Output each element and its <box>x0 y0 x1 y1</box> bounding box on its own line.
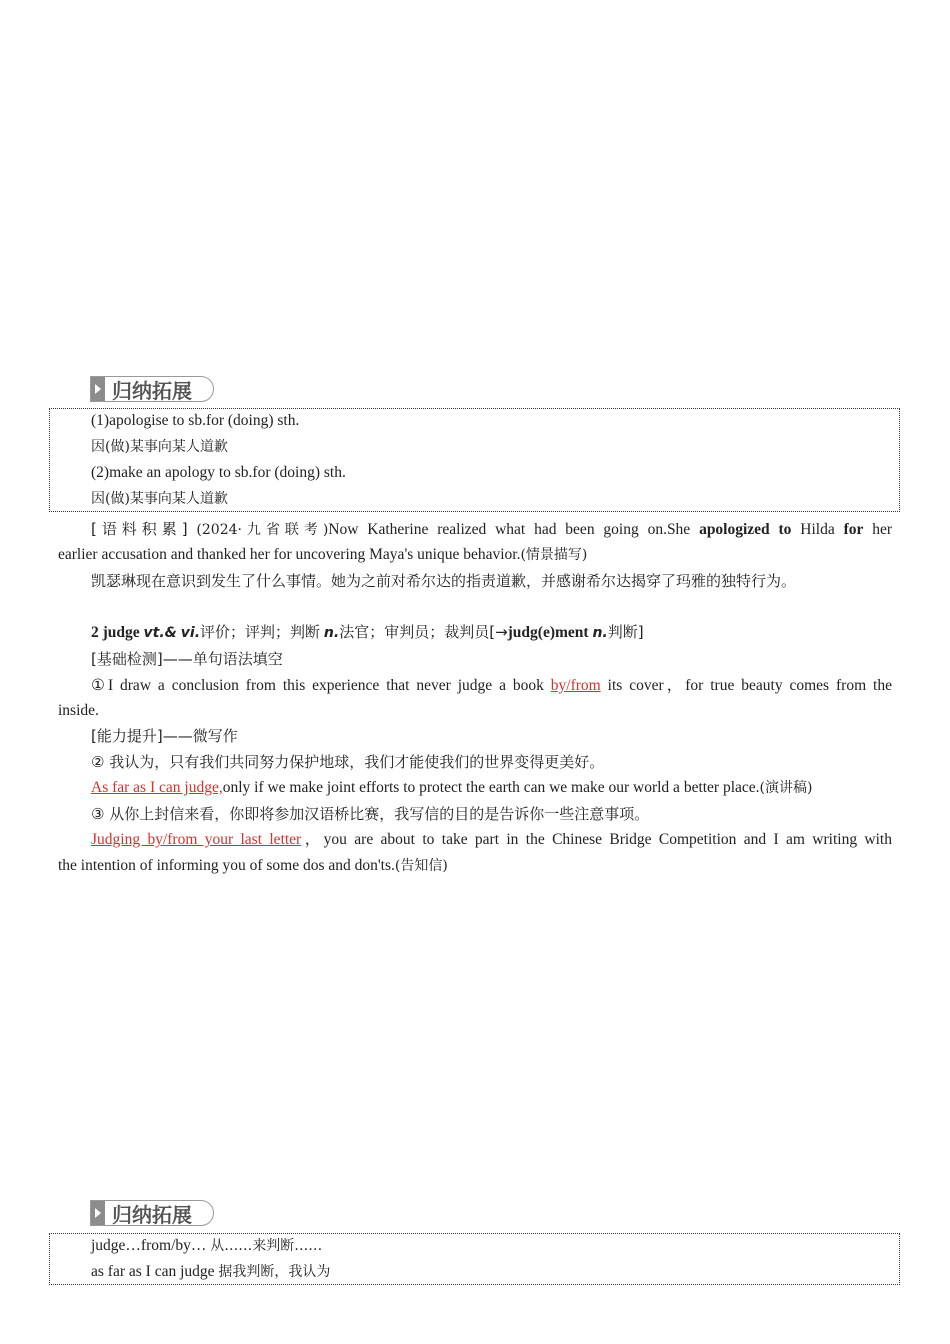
box2-line1-en: judge…from/by… <box>91 1237 207 1254</box>
q3-line2: the intention of informing you of some dos and don'ts. <box>58 857 395 874</box>
basic-check-label: [基础检测]——单句语法填空 <box>91 650 283 668</box>
corpus-line-2 <box>58 545 587 565</box>
box-line-1: (1)apologise to sb.for (doing) sth. <box>91 412 300 429</box>
entry-meaning-2: 法官；审判员；裁判员[→ <box>339 623 508 641</box>
box2-line-1 <box>91 1236 322 1256</box>
q1-text: ①I draw a conclusion from this experience that never judge a book <box>91 677 544 694</box>
entry-pos-vi: vi. <box>180 625 201 641</box>
question-3-cn: ③ 从你上封信来看，你即将参加汉语桥比赛，我写信的目的是告诉你一些注意事项。 <box>91 805 650 823</box>
box-line-4: 因(做)某事向某人道歉 <box>91 491 228 507</box>
box-line-3: (2)make an apology to sb.for (doing) sth. <box>91 464 346 481</box>
entry-pos-vt: vt.& <box>143 625 177 641</box>
question-1 <box>91 676 892 696</box>
corpus-line-1 <box>91 519 892 540</box>
play-arrow-icon <box>91 1201 105 1225</box>
entry-pos-n2: n. <box>592 625 608 641</box>
corpus-note: (情景描写) <box>520 547 588 563</box>
corpus-line2-text: earlier accusation and thanked her for uncovering Maya's unique behavior. <box>58 546 521 563</box>
corpus-end: her <box>872 521 893 538</box>
q1-answer: by/from <box>550 677 601 694</box>
q1-end: its cover，for true beauty comes from the <box>607 677 892 694</box>
corpus-sentence: Now Katherine realized what had been going on.She <box>328 521 691 538</box>
entry-meaning-1: 评价；评判；判断 <box>200 623 321 641</box>
badge-label: 归纳拓展 <box>112 378 192 403</box>
corpus-tag: [语料积累] <box>91 520 188 538</box>
entry-derived: judg(e)ment <box>507 624 589 641</box>
entry-heading <box>91 622 644 643</box>
box2-line2-en: as far as I can judge <box>91 1263 215 1280</box>
corpus-translation: 凯瑟琳现在意识到发生了什么事情。她为之前对希尔达的指责道歉，并感谢希尔达揭穿了玛雅的独特行为。 <box>91 572 797 590</box>
q2-rest: only if we make joint efforts to protect the earth can we make our world a better place. <box>222 779 760 796</box>
q3-note: (告知信) <box>394 858 448 874</box>
question-3-en <box>91 830 892 850</box>
box2-line2-cn: 据我判断，我认为 <box>218 1264 331 1280</box>
question-2-en <box>91 778 812 798</box>
ability-label: [能力提升]——微写作 <box>91 727 238 745</box>
box2-line1-cn: 从……来判断…… <box>210 1238 323 1254</box>
q2-note: (演讲稿) <box>759 780 813 796</box>
question-1-cont: inside. <box>58 702 99 719</box>
question-2-cn: ② 我认为，只有我们共同努力保护地球，我们才能使我们的世界变得更美好。 <box>91 753 605 771</box>
q2-answer: As far as I can judge, <box>91 779 223 796</box>
play-arrow-icon <box>91 377 105 401</box>
box-line-2: 因(做)某事向某人道歉 <box>91 439 228 455</box>
summary-badge <box>90 376 214 402</box>
corpus-mid: Hilda <box>800 521 835 538</box>
question-3-cont <box>58 856 448 876</box>
corpus-source: (2024·九省联考) <box>196 522 329 538</box>
entry-word: 2 judge <box>91 624 140 641</box>
box2-line-2 <box>91 1262 330 1282</box>
q3-rest: ，you are about to take part in the Chinese Bridge Competition and I am writing with <box>301 831 892 848</box>
corpus-bold-phrase: apologized to <box>699 521 792 538</box>
q3-answer: Judging by/from your last letter <box>91 831 302 848</box>
entry-pos-n: n. <box>323 625 340 641</box>
badge-label-2: 归纳拓展 <box>112 1202 192 1227</box>
entry-meaning-3: 判断] <box>607 623 644 641</box>
summary-badge-2 <box>90 1200 214 1226</box>
corpus-bold-for: for <box>843 521 864 538</box>
